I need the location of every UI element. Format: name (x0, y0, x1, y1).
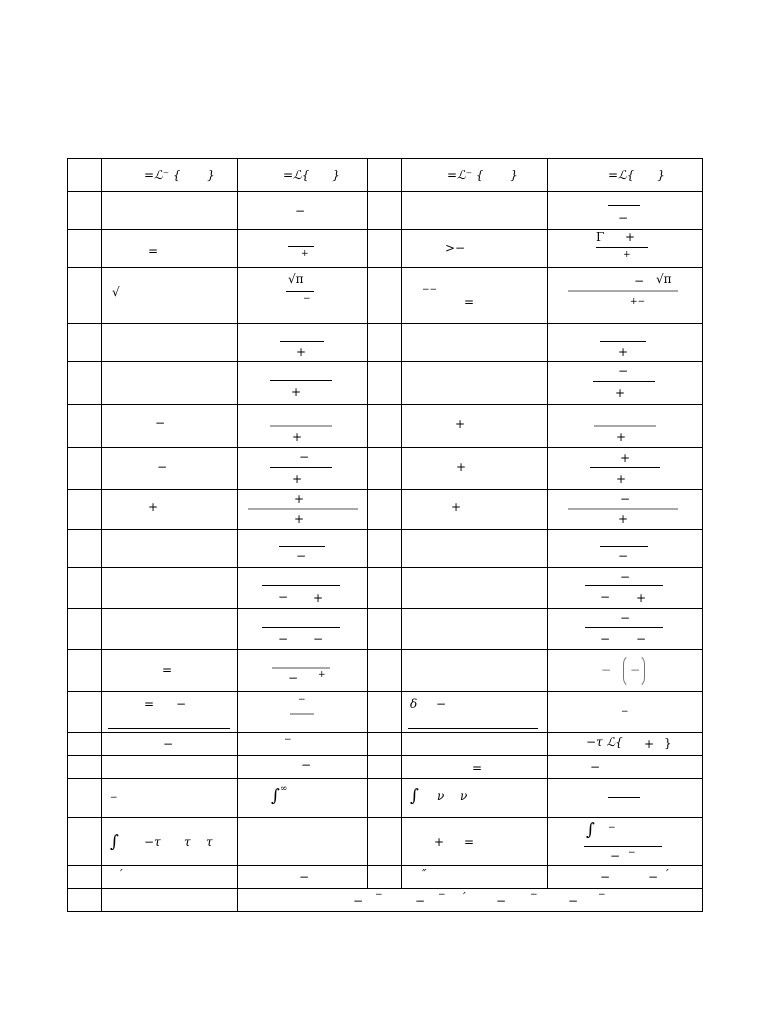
table-row (68, 324, 703, 362)
number-header-cell (68, 159, 102, 192)
transform-cell: − (238, 733, 368, 756)
fraction-bar (280, 341, 324, 342)
transform-cell: − − (238, 609, 368, 650)
fraction-bar (270, 380, 332, 381)
row-number-cell (68, 490, 102, 530)
transform-cell: + (238, 230, 368, 268)
time-function-cell: − (102, 405, 238, 448)
row-number-cell (68, 609, 102, 650)
fraction-bar (568, 290, 678, 292)
time-function-header: =ℒ⁻ { } (402, 159, 548, 192)
table-row (68, 448, 703, 490)
row-number-cell (368, 530, 402, 568)
transform-cell: − + (548, 490, 703, 530)
row-number-cell (368, 192, 402, 230)
row-number-cell (68, 818, 102, 866)
header-row (68, 159, 703, 192)
time-function-cell: + (102, 490, 238, 530)
transform-cell: − (238, 756, 368, 779)
number-header-cell (368, 159, 402, 192)
row-number-cell (368, 609, 402, 650)
table-row (68, 779, 703, 818)
transform-cell: √π − (238, 268, 368, 324)
transform-cell: − √π +− (548, 268, 703, 324)
transform-cell: − + (238, 448, 368, 490)
transform-cell: − + (548, 362, 703, 405)
row-number-cell (368, 756, 402, 779)
transform-cell: + (238, 362, 368, 405)
fraction-bar (408, 728, 538, 729)
transform-cell: ∫ − − − (548, 818, 703, 866)
time-function-cell: = (102, 230, 238, 268)
transform-cell: − − ′ (548, 866, 703, 889)
transform-cell: − (238, 866, 368, 889)
fraction-bar (594, 425, 656, 427)
row-number-cell (68, 692, 102, 733)
fraction-bar (608, 205, 640, 206)
row-number-cell (68, 268, 102, 324)
transform-cell: + (238, 405, 368, 448)
row-number-cell (68, 733, 102, 756)
row-number-cell (68, 530, 102, 568)
time-function-cell: = (102, 650, 238, 692)
transform-cell: − + (238, 650, 368, 692)
time-function-cell: − (102, 733, 238, 756)
row-number-cell (368, 733, 402, 756)
time-function-cell (402, 530, 548, 568)
row-number-cell (68, 866, 102, 889)
transform-grid (67, 158, 703, 912)
fraction-bar (262, 627, 340, 628)
row-number-cell (68, 230, 102, 268)
time-function-cell (402, 362, 548, 405)
time-function-cell (102, 530, 238, 568)
transform-cell: + (548, 324, 703, 362)
time-function-cell: + (402, 448, 548, 490)
fraction-bar (286, 291, 314, 292)
spanning-transform-cell: − − − − ′ − − − − (238, 889, 703, 912)
row-number-cell (68, 192, 102, 230)
row-number-cell (368, 779, 402, 818)
transform-cell: − − + (548, 568, 703, 609)
row-number-cell (368, 490, 402, 530)
time-function-cell: δ − (402, 692, 548, 733)
time-function-cell: − (102, 779, 238, 818)
time-function-cell: ∫ ν ν (402, 779, 548, 818)
time-function-cell: + = (402, 818, 548, 866)
time-function-cell (402, 568, 548, 609)
time-function-cell: = (402, 756, 548, 779)
row-number-cell (368, 230, 402, 268)
transform-cell: − + (238, 568, 368, 609)
row-number-cell (368, 268, 402, 324)
table-row (68, 192, 703, 230)
table-row (68, 568, 703, 609)
fraction-bar (585, 585, 663, 586)
row-number-cell (368, 405, 402, 448)
row-number-cell (368, 448, 402, 490)
fraction-bar (108, 728, 230, 729)
table-row (68, 405, 703, 448)
row-number-cell (68, 568, 102, 609)
table-row (68, 866, 703, 889)
table-row (68, 530, 703, 568)
row-number-cell (368, 692, 402, 733)
transform-cell: + (548, 405, 703, 448)
table-row (68, 490, 703, 530)
fraction-bar (600, 546, 648, 547)
transform-cell: − (548, 192, 703, 230)
transform-cell: + + (238, 490, 368, 530)
fraction-bar (608, 797, 640, 798)
fraction-bar (262, 585, 340, 586)
time-function-cell: + (402, 490, 548, 530)
time-function-cell (102, 756, 238, 779)
row-number-cell (368, 818, 402, 866)
time-function-cell (402, 192, 548, 230)
time-function-cell: = − (102, 692, 238, 733)
time-function-header: =ℒ⁻ { } (102, 159, 238, 192)
fraction-bar (290, 713, 314, 715)
row-number-cell (68, 756, 102, 779)
row-number-cell (368, 866, 402, 889)
transform-cell: − (238, 530, 368, 568)
transform-cell: − (238, 192, 368, 230)
fraction-bar (270, 425, 332, 427)
row-number-cell (68, 362, 102, 405)
fraction-bar (596, 247, 648, 248)
time-function-cell (102, 889, 238, 912)
fraction-bar (584, 846, 662, 847)
row-number-cell (368, 324, 402, 362)
table-row (68, 733, 703, 756)
transform-cell: − (548, 530, 703, 568)
fraction-bar (585, 627, 663, 628)
transform-cell: − (548, 692, 703, 733)
time-function-cell: ″ (402, 866, 548, 889)
time-function-cell (102, 609, 238, 650)
row-number-cell (368, 650, 402, 692)
time-function-cell: ∫ −τ τ τ (102, 818, 238, 866)
fraction-bar (248, 508, 358, 510)
row-number-cell (368, 362, 402, 405)
row-number-cell (68, 889, 102, 912)
time-function-cell (102, 324, 238, 362)
transform-cell: Γ + + (548, 230, 703, 268)
transform-cell: ∫ ∞ (238, 779, 368, 818)
table-row (68, 268, 703, 324)
fraction-bar (270, 467, 332, 468)
table-row (68, 756, 703, 779)
transform-header: =ℒ{ } (238, 159, 368, 192)
transform-cell: + + (548, 448, 703, 490)
fraction-bar (568, 508, 678, 510)
fraction-bar (600, 341, 646, 342)
row-number-cell (68, 650, 102, 692)
table-row (68, 692, 703, 733)
table-row (68, 650, 703, 692)
row-number-cell (68, 405, 102, 448)
laplace-transform-table (67, 158, 702, 912)
transform-cell: − − (548, 650, 703, 692)
time-function-cell: −− = (402, 268, 548, 324)
time-function-cell (102, 568, 238, 609)
row-number-cell (368, 568, 402, 609)
time-function-cell (102, 192, 238, 230)
row-number-cell (68, 779, 102, 818)
time-function-cell (102, 362, 238, 405)
time-function-cell: ′ (102, 866, 238, 889)
time-function-cell: √ (102, 268, 238, 324)
transform-cell: + (238, 324, 368, 362)
time-function-cell (402, 650, 548, 692)
table-row (68, 609, 703, 650)
time-function-cell: >− (402, 230, 548, 268)
transform-cell: − (548, 756, 703, 779)
time-function-cell (402, 609, 548, 650)
fraction-bar (272, 667, 330, 669)
transform-cell (238, 818, 368, 866)
time-function-cell: + (402, 405, 548, 448)
time-function-cell: − (102, 448, 238, 490)
fraction-bar (590, 467, 660, 468)
table-row (68, 362, 703, 405)
time-function-cell (402, 324, 548, 362)
time-function-cell (402, 733, 548, 756)
table-row (68, 818, 703, 866)
fraction-bar (593, 381, 655, 382)
transform-cell: − (238, 692, 368, 733)
table-row (68, 889, 703, 912)
row-number-cell (68, 448, 102, 490)
transform-cell (548, 779, 703, 818)
transform-cell: −τ ℒ{ + } (548, 733, 703, 756)
transform-cell: − − − (548, 609, 703, 650)
table-row (68, 230, 703, 268)
fraction-bar (279, 546, 325, 547)
row-number-cell (68, 324, 102, 362)
transform-header: =ℒ{ } (548, 159, 703, 192)
fraction-bar (288, 246, 314, 247)
